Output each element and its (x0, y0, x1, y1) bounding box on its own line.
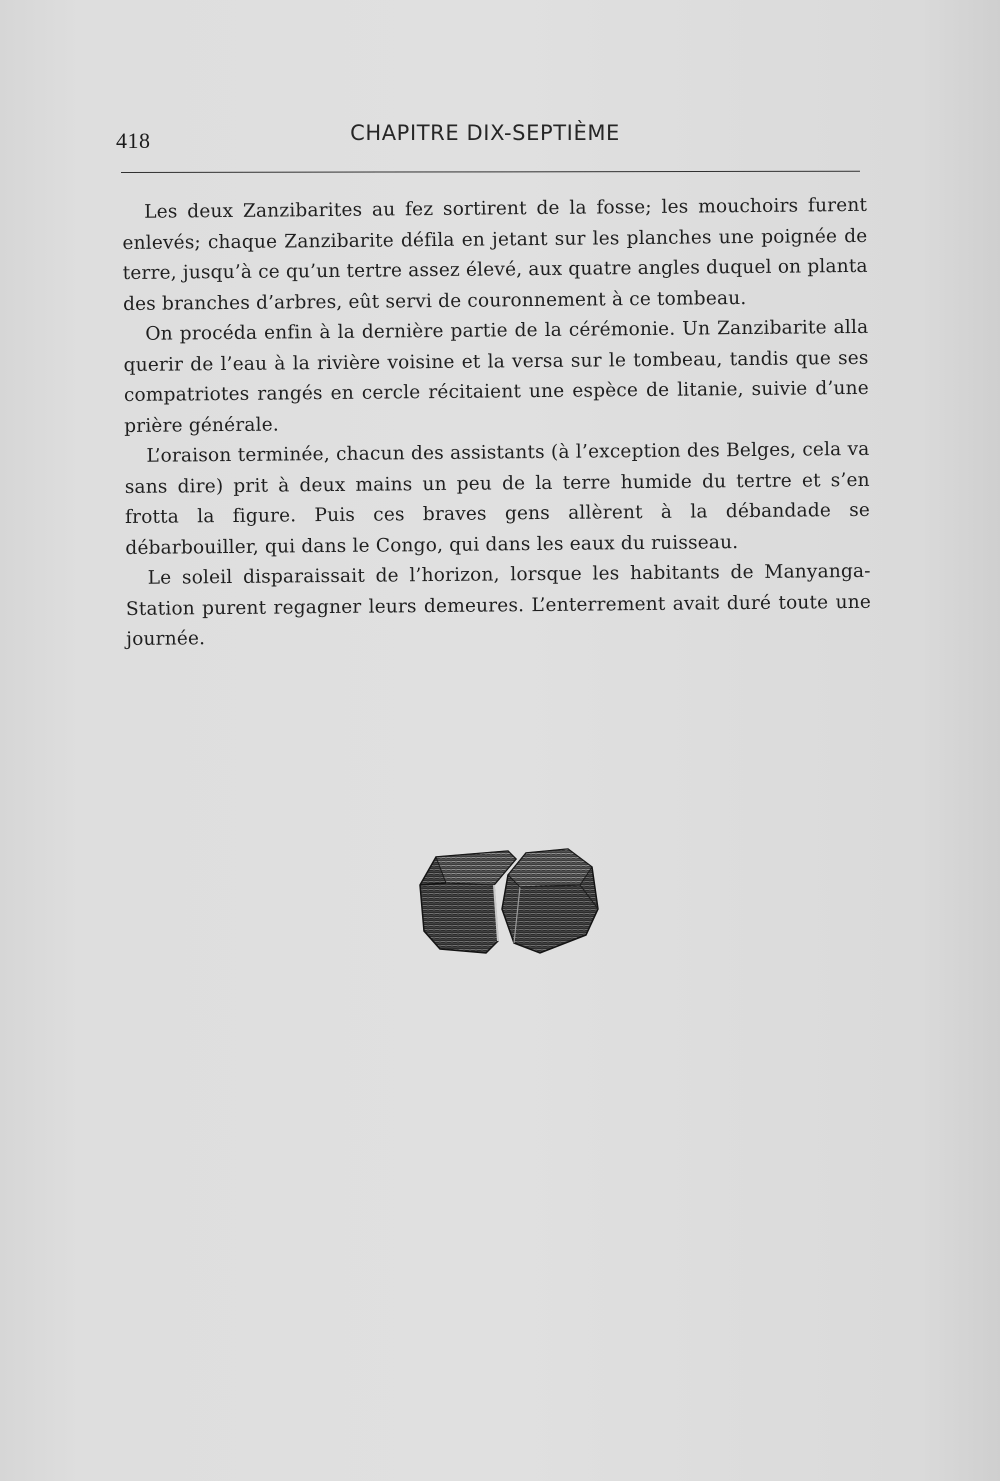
header-rule (121, 171, 860, 173)
woven-baskets-engraving (416, 845, 600, 957)
page-number: 418 (116, 128, 151, 153)
paragraph: L’oraison terminée, chacun des assistants (à l’exception des Belges, cela va sans dire) prit à deux mains un peu de la terre humide du tertre et s’en frotta la figure. Puis ces braves gens allèrent à la débandade se débarbouiller, qui dans le Congo, qui dans les eaux du ruisseau. (124, 438, 871, 559)
body-text (122, 191, 871, 656)
left-basket (420, 851, 516, 953)
paragraph: Le soleil disparaissait de l’horizon, lorsque les habitants de Manyanga-Station purent regagner leurs demeures. L’enterrement avait duré toute une journée. (125, 560, 872, 650)
paragraph: Les deux Zanzibarites au fez sortirent de la fosse; les mouchoirs furent enlevés; chaque Zanzibarite défila en jetant sur les planches une poignée de terre, jusqu’à ce qu’un tertre assez élevé, aux quatre angles duquel on planta des branches d’arbres, eût servi de couronnement à ce tombeau. (122, 194, 868, 315)
paragraph: On procéda enfin à la dernière partie de la cérémonie. Un Zanzibarite alla querir de l’eau à la rivière voisine et la versa sur le tombeau, tandis que ses compatriotes rangés en cercle récitaient une espèce de litanie, suivie d’une prière générale. (123, 316, 869, 437)
right-basket (502, 849, 598, 953)
running-title: CHAPITRE DIX-SEPTIÈME (350, 121, 620, 145)
